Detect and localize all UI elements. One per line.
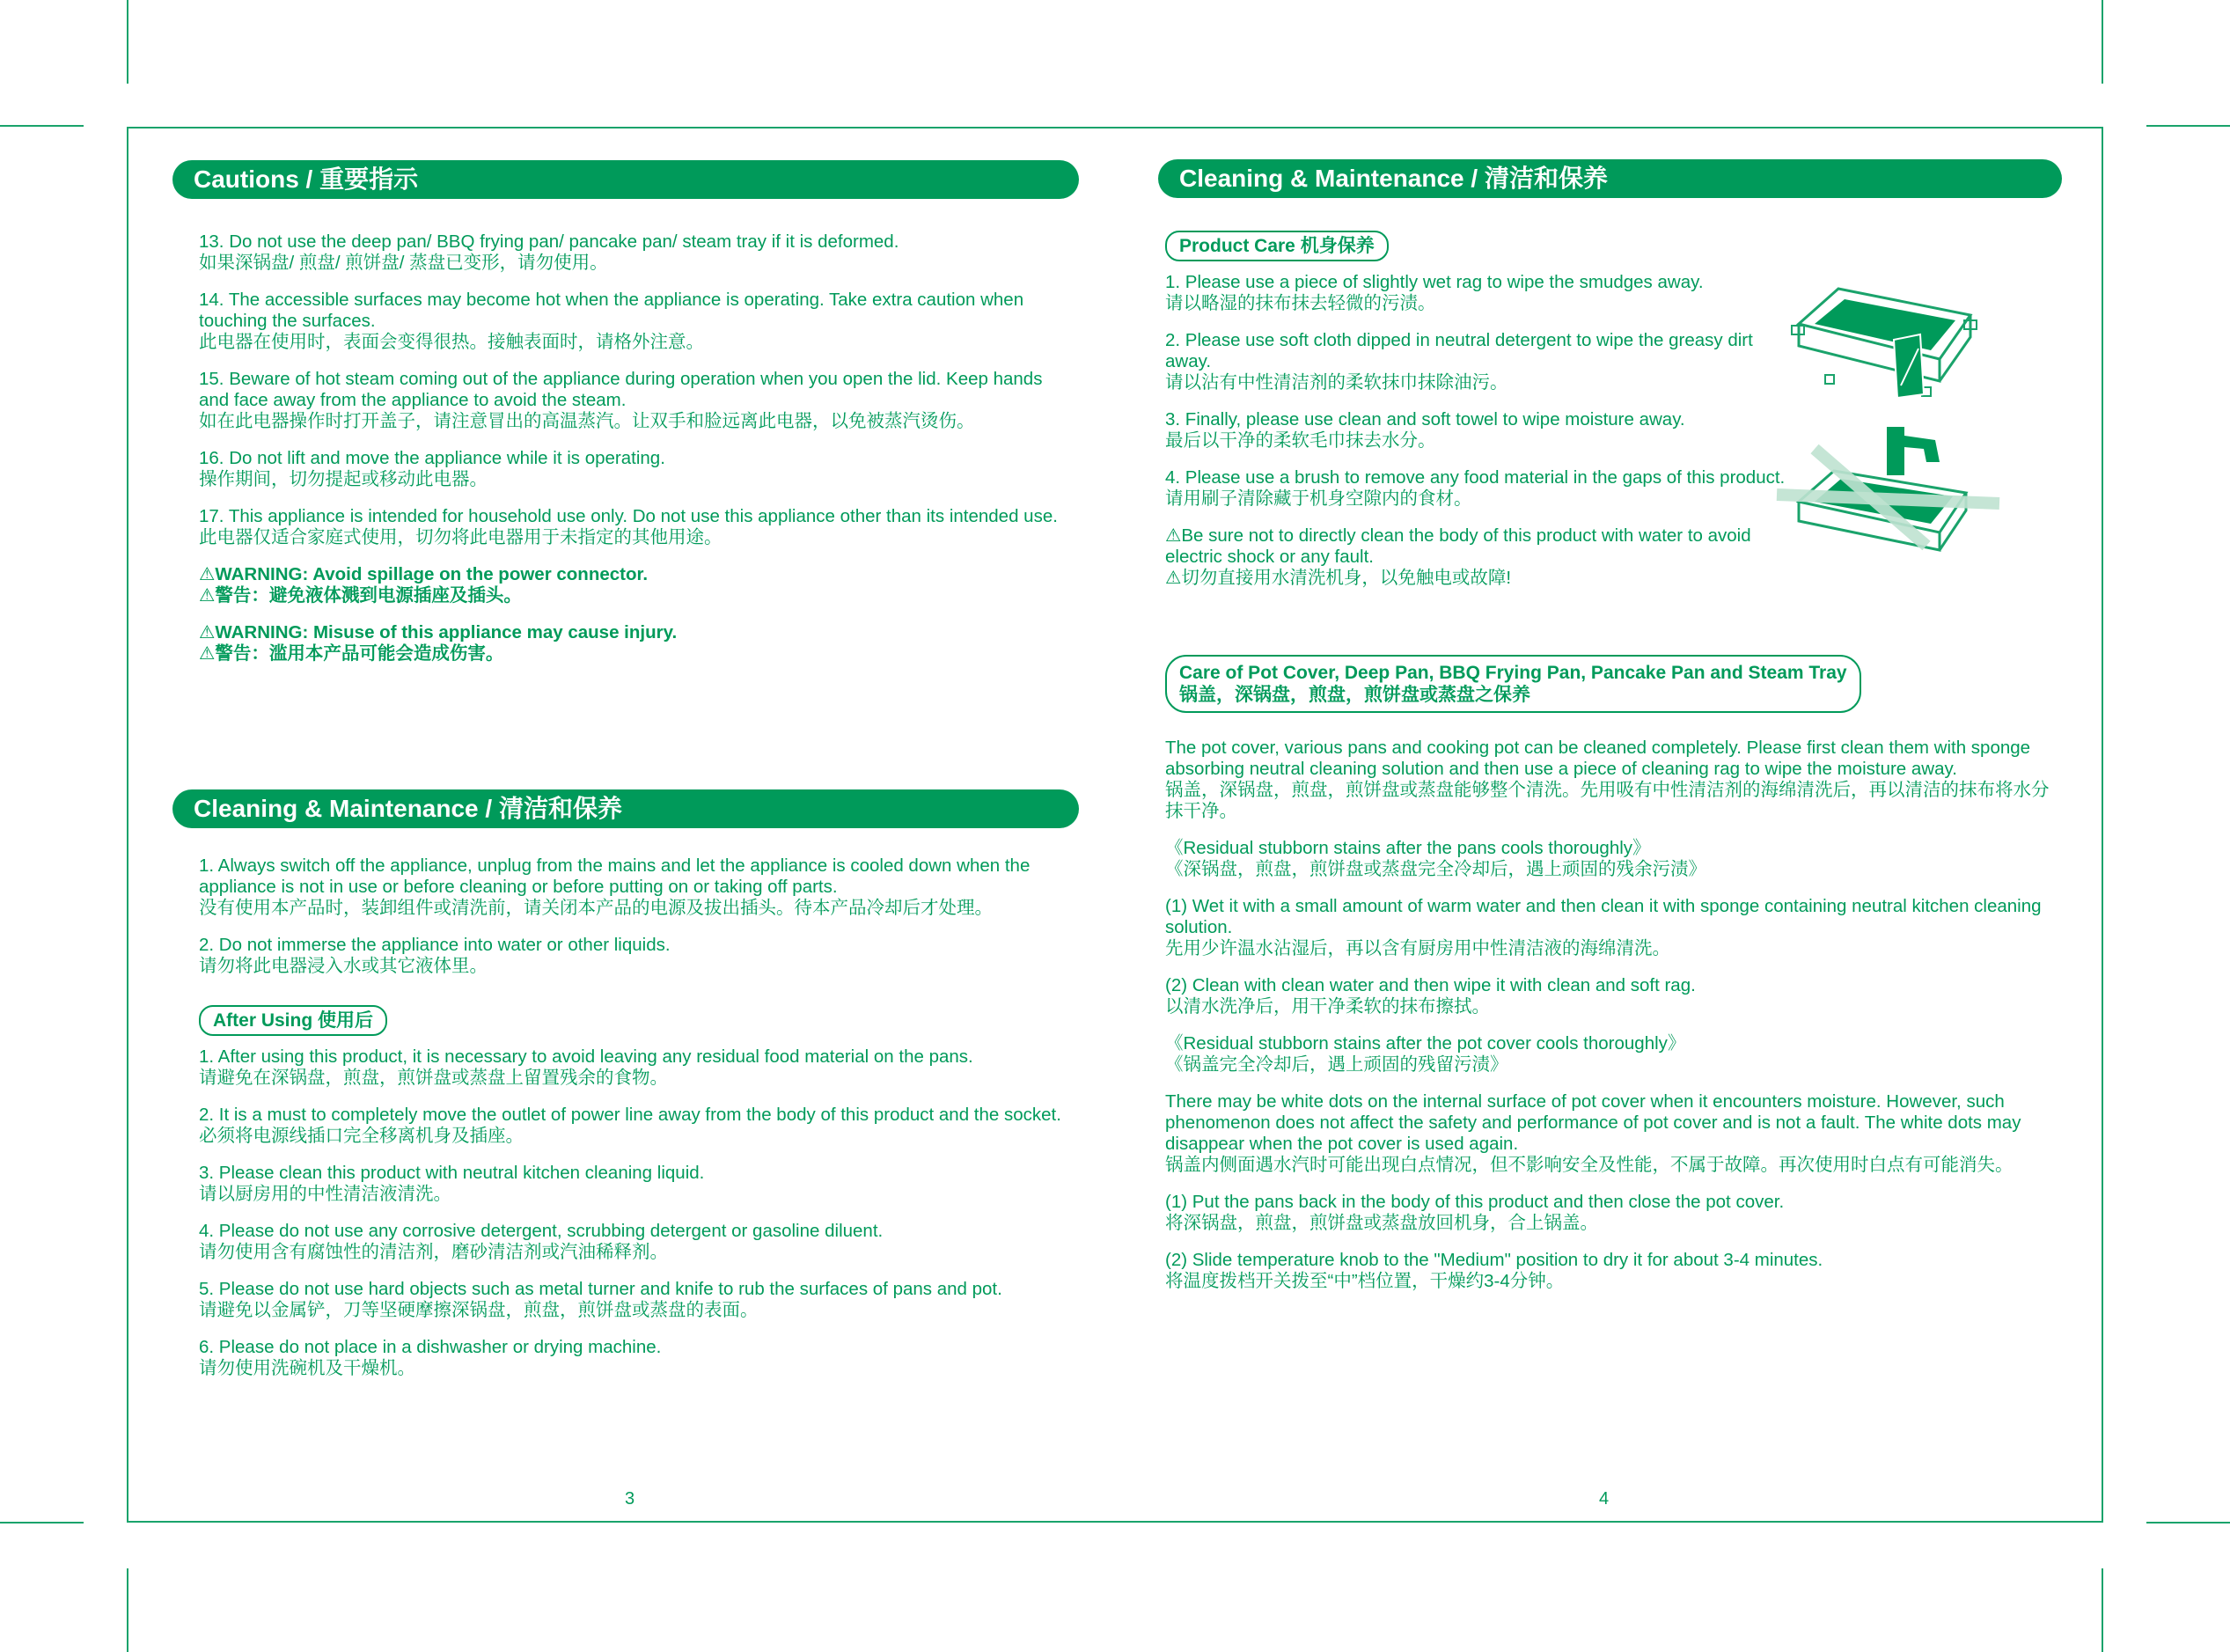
list-item bbox=[199, 1221, 1070, 1263]
crop-mark bbox=[2102, 0, 2103, 84]
list-item bbox=[1165, 525, 1799, 589]
list-item bbox=[199, 935, 1070, 977]
item-text-zh: 以清水洗净后，用干净柔软的抹布擦拭。 bbox=[1165, 996, 1490, 1017]
list-item bbox=[199, 1163, 1070, 1205]
list-item bbox=[1165, 896, 2054, 959]
list-item bbox=[199, 1337, 1070, 1379]
item-text-en: 3. Finally, please use clean and soft towel to wipe moisture away. bbox=[1165, 409, 1685, 430]
list-item bbox=[199, 564, 1070, 606]
cautions-header: Cautions / 重要指示 bbox=[172, 160, 1079, 199]
item-text-en: 3. Please clean this product with neutral kitchen cleaning liquid. bbox=[199, 1163, 705, 1183]
list-item bbox=[199, 231, 1070, 274]
item-text-zh: 请勿使用含有腐蚀性的清洁剂，磨砂清洁剂或汽油稀释剂。 bbox=[199, 1242, 668, 1262]
item-text-en: 2. Do not immerse the appliance into water or other liquids. bbox=[199, 935, 671, 955]
item-text-zh: 此电器在使用时，表面会变得很热。接触表面时，请格外注意。 bbox=[199, 332, 704, 352]
list-item bbox=[199, 1279, 1070, 1321]
item-text-zh: 请用刷子清除藏于机身空隙内的食材。 bbox=[1165, 488, 1472, 509]
item-text-zh: 必须将电源线插口完全移离机身及插座。 bbox=[199, 1126, 524, 1146]
list-item bbox=[1165, 738, 2054, 822]
item-text-en: 《Residual stubborn stains after the pot cover cools thoroughly》 bbox=[1165, 1033, 1686, 1054]
item-text-zh: 将温度拨档开关拨至“中”档位置，干燥约3-4分钟。 bbox=[1165, 1271, 1565, 1291]
list-item bbox=[199, 369, 1070, 432]
item-text-zh: 先用少许温水沾湿后，再以含有厨房用中性清洁液的海绵清洗。 bbox=[1165, 938, 1670, 958]
item-text-en: 1. After using this product, it is necessary to avoid leaving any residual food material on the pans. bbox=[199, 1046, 973, 1067]
page-number-left: 3 bbox=[625, 1489, 635, 1509]
item-text-zh: 如在此电器操作时打开盖子，请注意冒出的高温蒸汽。让双手和脸远离此电器，以免被蒸汽烫伤。 bbox=[199, 411, 975, 431]
item-text-en: 4. Please do not use any corrosive detergent, scrubbing detergent or gasoline diluent. bbox=[199, 1221, 884, 1241]
item-text-zh: 《深锅盘，煎盘，煎饼盘或蒸盘完全冷却后，遇上顽固的残余污渍》 bbox=[1165, 859, 1706, 879]
crop-mark bbox=[127, 0, 128, 84]
item-text-en: 16. Do not lift and move the appliance while it is operating. bbox=[199, 448, 665, 468]
item-text-zh: 请勿使用洗碗机及干燥机。 bbox=[199, 1358, 415, 1378]
item-text-en: The pot cover, various pans and cooking pot can be cleaned completely. Please first clean them with sponge absorbing neutral cleaning solution and then use a piece of cleaning rag to wipe the moisture away. bbox=[1165, 738, 2031, 779]
item-text-en: 17. This appliance is intended for household use only. Do not use this appliance other than its intended use. bbox=[199, 506, 1058, 526]
list-item bbox=[1165, 1192, 2054, 1234]
care-of-pans-label bbox=[1165, 655, 1861, 713]
item-text-zh: 请勿将此电器浸入水或其它液体里。 bbox=[199, 956, 488, 976]
cleaning-header-left: Cleaning & Maintenance / 清洁和保养 bbox=[172, 789, 1079, 828]
item-text-en: (1) Wet it with a small amount of warm water and then clean it with sponge containing neutral kitchen cleaning solution. bbox=[1165, 896, 2042, 937]
list-item bbox=[1165, 1033, 2054, 1076]
item-text-en: 1. Always switch off the appliance, unplug from the mains and let the appliance is cooled down when the appliance is not in use or before cleaning or before putting on or taking off parts. bbox=[199, 855, 1031, 897]
cautions-section bbox=[199, 231, 1070, 680]
care-of-pans-label-en: Care of Pot Cover, Deep Pan, BBQ Frying Pan, Pancake Pan and Steam Tray bbox=[1179, 663, 1847, 683]
list-item bbox=[1165, 467, 1799, 510]
item-text-zh: ⚠警告：滥用本产品可能会造成伤害。 bbox=[199, 643, 504, 664]
crop-mark bbox=[0, 1522, 84, 1524]
item-text-zh: 请避免以金属铲，刀等坚硬摩擦深锅盘，煎盘，煎饼盘或蒸盘的表面。 bbox=[199, 1300, 759, 1320]
item-text-en: 2. Please use soft cloth dipped in neutral detergent to wipe the greasy dirt away. bbox=[1165, 330, 1753, 371]
crop-mark bbox=[2146, 1522, 2230, 1524]
item-text-zh: ⚠警告：避免液体溅到电源插座及插头。 bbox=[199, 585, 522, 606]
item-text-en: ⚠WARNING: Misuse of this appliance may cause injury. bbox=[199, 622, 678, 642]
item-text-zh: 最后以干净的柔软毛巾抹去水分。 bbox=[1165, 430, 1436, 451]
item-text-zh: 请避免在深锅盘，煎盘，煎饼盘或蒸盘上留置残余的食物。 bbox=[199, 1068, 668, 1088]
item-text-zh: 此电器仅适合家庭式使用，切勿将此电器用于未指定的其他用途。 bbox=[199, 527, 723, 547]
no-water-rinse-icon bbox=[1772, 422, 2001, 554]
list-item bbox=[1165, 330, 1799, 393]
list-item bbox=[199, 855, 1070, 919]
item-text-zh: 如果深锅盘/ 煎盘/ 煎饼盘/ 蒸盘已变形，请勿使用。 bbox=[199, 253, 608, 273]
item-text-zh: 没有使用本产品时，装卸组件或清洗前，请关闭本产品的电源及拔出插头。待本产品冷却后才处理。 bbox=[199, 898, 993, 918]
item-text-en: (2) Slide temperature knob to the "Medium" position to dry it for about 3-4 minutes. bbox=[1165, 1250, 1823, 1270]
list-item bbox=[1165, 272, 1799, 314]
item-text-en: 14. The accessible surfaces may become hot when the appliance is operating. Take extra caution when touching the surfaces. bbox=[199, 290, 1024, 331]
item-text-en: 15. Beware of hot steam coming out of the appliance during operation when you open the lid. Keep hands and face away from the appliance to avoid the steam. bbox=[199, 369, 1043, 410]
item-text-en: 1. Please use a piece of slightly wet rag to wipe the smudges away. bbox=[1165, 272, 1704, 292]
list-item bbox=[199, 622, 1070, 664]
after-using-label: After Using 使用后 bbox=[199, 1005, 387, 1036]
list-item bbox=[199, 290, 1070, 353]
list-item bbox=[199, 1105, 1070, 1147]
item-text-zh: 请以略湿的抹布抹去轻微的污渍。 bbox=[1165, 293, 1436, 313]
list-item bbox=[1165, 1091, 2054, 1176]
item-text-en: ⚠Be sure not to directly clean the body of this product with water to avoid electric shock or any fault. bbox=[1165, 525, 1751, 567]
list-item bbox=[199, 1046, 1070, 1089]
item-text-zh: 《锅盖完全冷却后，遇上顽固的残留污渍》 bbox=[1165, 1054, 1508, 1075]
item-text-en: 《Residual stubborn stains after the pans cools thoroughly》 bbox=[1165, 838, 1651, 858]
list-item bbox=[199, 506, 1070, 548]
item-text-en: (2) Clean with clean water and then wipe it with clean and soft rag. bbox=[1165, 975, 1696, 995]
list-item bbox=[1165, 409, 1799, 452]
item-text-zh: 将深锅盘，煎盘，煎饼盘或蒸盘放回机身，合上锅盖。 bbox=[1165, 1213, 1598, 1233]
item-text-en: 6. Please do not place in a dishwasher or drying machine. bbox=[199, 1337, 662, 1357]
item-text-zh: 锅盖，深锅盘，煎盘，煎饼盘或蒸盘能够整个清洗。先用吸有中性清洁剂的海绵清洗后，再以清洁的抹布将水分抹干净。 bbox=[1165, 780, 2050, 821]
crop-mark bbox=[0, 125, 84, 127]
crop-mark bbox=[127, 1568, 128, 1652]
wipe-pan-icon bbox=[1790, 280, 1979, 403]
item-text-zh: 请以厨房用的中性清洁液清洗。 bbox=[199, 1184, 451, 1204]
care-of-pans-label-zh: 锅盖，深锅盘，煎盘，煎饼盘或蒸盘之保养 bbox=[1179, 685, 1530, 705]
crop-mark bbox=[2102, 1568, 2103, 1652]
item-text-en: 13. Do not use the deep pan/ BBQ frying pan/ pancake pan/ steam tray if it is deformed. bbox=[199, 231, 899, 252]
page-number-right: 4 bbox=[1599, 1489, 1610, 1509]
item-text-zh: ⚠切勿直接用水清洗机身，以免触电或故障! bbox=[1165, 568, 1512, 588]
cleaning-header-right: Cleaning & Maintenance / 清洁和保养 bbox=[1158, 159, 2062, 198]
item-text-zh: 锅盖内侧面遇水汽时可能出现白点情况，但不影响安全及性能，不属于故障。再次使用时白点有可能消失。 bbox=[1165, 1155, 2014, 1175]
item-text-en: There may be white dots on the internal surface of pot cover when it encounters moisture. However, such phenomenon does not affect the safety and performance of pot cover and is not a fault. The white dots may disappear when the pot cover is used again. bbox=[1165, 1091, 2021, 1154]
crop-mark bbox=[2146, 125, 2230, 127]
product-care-label: Product Care 机身保养 bbox=[1165, 231, 1389, 261]
item-text-en: 2. It is a must to completely move the outlet of power line away from the body of this product and the socket. bbox=[199, 1105, 1061, 1125]
item-text-en: 4. Please use a brush to remove any food material in the gaps of this product. bbox=[1165, 467, 1786, 488]
care-of-pans-section bbox=[1165, 655, 2054, 1308]
item-text-zh: 请以沾有中性清洁剂的柔软抹巾抹除油污。 bbox=[1165, 372, 1508, 393]
cleaning-section-left bbox=[199, 855, 1070, 1395]
list-item bbox=[1165, 1250, 2054, 1292]
item-text-en: ⚠WARNING: Avoid spillage on the power connector. bbox=[199, 564, 649, 584]
item-text-en: 5. Please do not use hard objects such as metal turner and knife to rub the surfaces of pans and pot. bbox=[199, 1279, 1002, 1299]
item-text-zh: 操作期间，切勿提起或移动此电器。 bbox=[199, 469, 488, 489]
list-item bbox=[1165, 975, 2054, 1017]
list-item bbox=[1165, 838, 2054, 880]
item-text-en: (1) Put the pans back in the body of this product and then close the pot cover. bbox=[1165, 1192, 1785, 1212]
list-item bbox=[199, 448, 1070, 490]
